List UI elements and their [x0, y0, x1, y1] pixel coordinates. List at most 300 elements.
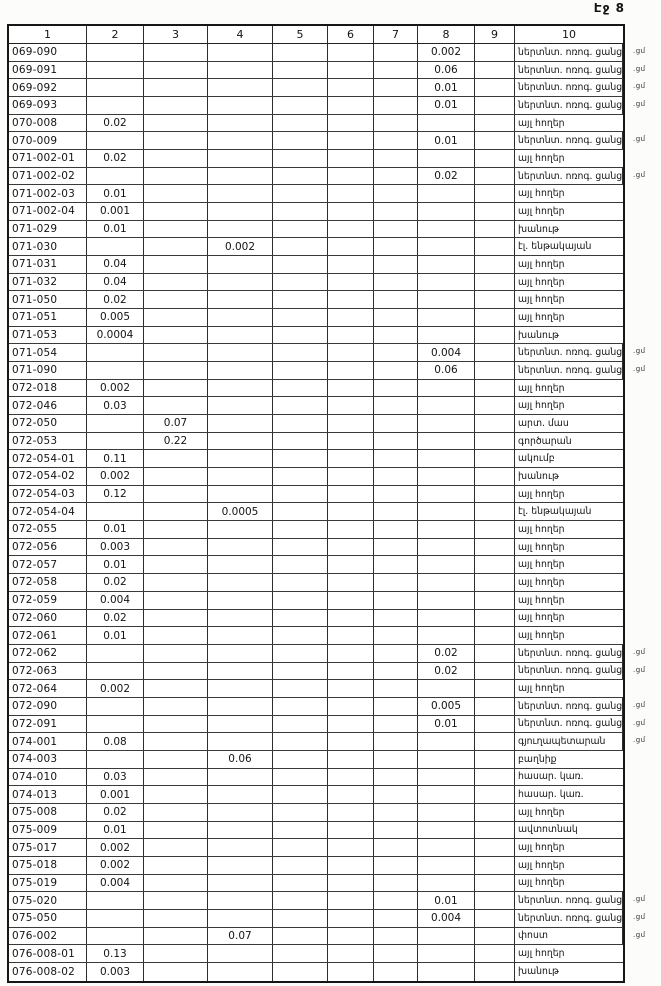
cell-col9-value: [475, 97, 515, 114]
cell-col5-value: [273, 380, 328, 397]
cell-col6-value: [328, 450, 374, 467]
cell-col7-value: [374, 97, 418, 114]
cell-col6-value: [328, 503, 374, 520]
cell-col9-value: [475, 680, 515, 697]
cell-col3-value: [144, 62, 208, 79]
cell-col2-value: 0.08: [87, 733, 144, 750]
cell-col7-value: [374, 203, 418, 220]
page-number: Էջ 8: [593, 1, 625, 15]
cell-land-use: էլ. ենթակայան: [518, 241, 592, 253]
cell-parcel-code: 072-018: [9, 380, 87, 397]
cell-land-use: ներտնտ. ոռոգ. ցանց: [515, 645, 623, 662]
cell-col2-value: [87, 132, 144, 149]
cell-col3-value: [144, 804, 208, 821]
cell-parcel-code: 075-018: [9, 857, 87, 874]
cell-col6-value: [328, 203, 374, 220]
cell-col5-value: [273, 503, 328, 520]
cell-col4-value: [208, 433, 273, 450]
cell-col5-value: [273, 751, 328, 768]
cell-col9-value: [475, 221, 515, 238]
table-row: [9, 309, 623, 327]
cell-col4-value: 0.07: [208, 928, 273, 945]
cell-col8-value: 0.01: [418, 132, 475, 149]
cell-col2-value: 0.03: [87, 397, 144, 414]
land-parcel-table: [7, 24, 646, 983]
cell-col6-value: [328, 680, 374, 697]
cell-col6-value: [328, 132, 374, 149]
cell-col8-value: [418, 521, 475, 538]
cell-parcel-code: 069-093: [9, 97, 87, 114]
cell-col9-value: [475, 344, 515, 361]
cell-col2-value: [87, 892, 144, 909]
cell-col7-value: [374, 238, 418, 255]
table-row: [9, 733, 646, 751]
cell-col5-value: [273, 79, 328, 96]
cell-col6-value: [328, 786, 374, 803]
cell-col5-value: [273, 468, 328, 485]
cell-col6-value: [328, 274, 374, 291]
cell-col2-value: 0.01: [87, 822, 144, 839]
table-body: [9, 44, 646, 981]
cell-col6-value: [328, 892, 374, 909]
cell-col7-value: [374, 733, 418, 750]
cell-col2-value: 0.02: [87, 291, 144, 308]
cell-land-use: ներտնտ. ոռոգ. ցանց: [515, 716, 623, 733]
cell-col4-value: [208, 115, 273, 132]
table-row: [9, 221, 623, 239]
cell-col5-value: [273, 910, 328, 927]
cell-col8-value: 0.06: [418, 362, 475, 379]
cell-land-use: այլ հողեր: [518, 152, 565, 164]
cell-land-use: ներտնտ. ոռոգ. ցանց: [515, 132, 623, 149]
cell-col2-value: [87, 503, 144, 520]
cell-col8-value: [418, 839, 475, 856]
cell-col3-value: [144, 168, 208, 185]
cell-parcel-code: 075-008: [9, 804, 87, 821]
cell-col3-value: [144, 963, 208, 981]
cell-col7-value: [374, 945, 418, 962]
cell-col4-value: [208, 362, 273, 379]
cell-col8-value: [418, 680, 475, 697]
table-row: [9, 574, 623, 592]
cell-parcel-code: 072-054-02: [9, 468, 87, 485]
cell-col2-value: 0.01: [87, 221, 144, 238]
cell-land-use: այլ հողեր: [518, 382, 565, 394]
cell-col6-value: [328, 309, 374, 326]
cell-parcel-code: 076-002: [9, 928, 87, 945]
cell-col2-value: 0.002: [87, 380, 144, 397]
cell-col6-value: [328, 433, 374, 450]
cell-col2-value: 0.002: [87, 839, 144, 856]
cell-col9-value: [475, 62, 515, 79]
margin-annotation: .ցմ: [633, 365, 646, 374]
cell-land-use: բաղնիք: [518, 753, 557, 765]
cell-col8-value: [418, 503, 475, 520]
cell-col3-value: [144, 521, 208, 538]
cell-col3-value: [144, 663, 208, 680]
cell-col3-value: [144, 327, 208, 344]
cell-col2-value: [87, 928, 144, 945]
cell-col3-value: 0.22: [144, 433, 208, 450]
cell-col2-value: [87, 238, 144, 255]
cell-col6-value: [328, 256, 374, 273]
cell-col2-value: [87, 362, 144, 379]
cell-col4-value: [208, 627, 273, 644]
cell-land-use: խանութ: [518, 966, 559, 978]
cell-col3-value: [144, 822, 208, 839]
cell-col5-value: [273, 521, 328, 538]
cell-land-use: այլ հողեր: [518, 842, 565, 854]
cell-col4-value: [208, 645, 273, 662]
cell-col3-value: 0.07: [144, 415, 208, 432]
cell-col7-value: [374, 221, 418, 238]
cell-col4-value: [208, 397, 273, 414]
cell-col7-value: [374, 716, 418, 733]
cell-land-use: խանութ: [518, 470, 559, 482]
cell-col9-value: [475, 256, 515, 273]
table-row: [9, 256, 623, 274]
table-row: [9, 486, 623, 504]
cell-col4-value: 0.0005: [208, 503, 273, 520]
cell-parcel-code: 074-003: [9, 751, 87, 768]
margin-annotation: .ցմ: [633, 47, 646, 55]
cell-col8-value: [418, 415, 475, 432]
cell-col7-value: [374, 680, 418, 697]
cell-parcel-code: 072-090: [9, 698, 87, 715]
cell-col2-value: 0.003: [87, 539, 144, 556]
table-row: [9, 132, 646, 150]
table-row: [9, 380, 623, 398]
cell-col2-value: 0.02: [87, 574, 144, 591]
cell-col3-value: [144, 256, 208, 273]
cell-col2-value: [87, 663, 144, 680]
cell-col6-value: [328, 556, 374, 573]
cell-col4-value: [208, 380, 273, 397]
cell-col9-value: [475, 168, 515, 185]
cell-col9-value: [475, 963, 515, 981]
margin-annotation: .ցմ: [633, 895, 646, 904]
cell-col7-value: [374, 804, 418, 821]
table-row: [9, 839, 623, 857]
cell-col7-value: [374, 397, 418, 414]
cell-col6-value: [328, 380, 374, 397]
header-cell: 8: [418, 26, 475, 43]
cell-col5-value: [273, 150, 328, 167]
cell-col8-value: [418, 556, 475, 573]
cell-col3-value: [144, 97, 208, 114]
cell-col9-value: [475, 185, 515, 202]
cell-parcel-code: 071-002-03: [9, 185, 87, 202]
cell-col5-value: [273, 433, 328, 450]
cell-col3-value: [144, 627, 208, 644]
cell-col7-value: [374, 928, 418, 945]
table-row: [9, 79, 646, 97]
cell-col8-value: 0.02: [418, 663, 475, 680]
cell-col6-value: [328, 539, 374, 556]
cell-col8-value: [418, 115, 475, 132]
table-row: [9, 468, 623, 486]
header-cell: 6: [328, 26, 374, 43]
cell-col2-value: 0.001: [87, 786, 144, 803]
cell-land-use: այլ հողեր: [518, 117, 565, 129]
cell-col4-value: [208, 733, 273, 750]
cell-col7-value: [374, 62, 418, 79]
cell-col7-value: [374, 344, 418, 361]
cell-col4-value: [208, 839, 273, 856]
cell-col3-value: [144, 733, 208, 750]
cell-parcel-code: 075-019: [9, 875, 87, 892]
cell-col9-value: [475, 786, 515, 803]
cell-col9-value: [475, 397, 515, 414]
cell-col5-value: [273, 963, 328, 981]
cell-col8-value: 0.02: [418, 168, 475, 185]
cell-land-use: ներտնտ. ոռոգ. ցանց: [515, 79, 623, 96]
cell-col8-value: [418, 256, 475, 273]
table-row: [9, 716, 646, 734]
cell-col3-value: [144, 503, 208, 520]
margin-annotation: .ցմ: [633, 100, 646, 109]
cell-col4-value: [208, 450, 273, 467]
cell-col7-value: [374, 150, 418, 167]
cell-col4-value: [208, 415, 273, 432]
cell-parcel-code: 076-008-02: [9, 963, 87, 981]
cell-col8-value: [418, 238, 475, 255]
table-row: [9, 150, 623, 168]
cell-col5-value: [273, 627, 328, 644]
cell-col7-value: [374, 610, 418, 627]
cell-col7-value: [374, 698, 418, 715]
cell-land-use: ներտնտ. ոռոգ. ցանց: [515, 62, 623, 79]
cell-col4-value: [208, 945, 273, 962]
cell-col2-value: 0.002: [87, 468, 144, 485]
cell-col9-value: [475, 928, 515, 945]
cell-parcel-code: 069-091: [9, 62, 87, 79]
cell-parcel-code: 072-063: [9, 663, 87, 680]
cell-col8-value: [418, 592, 475, 609]
cell-col8-value: [418, 963, 475, 981]
cell-land-use: հասար. կառ.: [518, 771, 584, 783]
cell-land-use: այլ հողեր: [518, 559, 565, 571]
cell-parcel-code: 070-008: [9, 115, 87, 132]
margin-annotation: .ցմ: [633, 64, 646, 73]
cell-col7-value: [374, 450, 418, 467]
cell-col4-value: [208, 539, 273, 556]
cell-col9-value: [475, 892, 515, 909]
table-header-row: [9, 26, 623, 44]
header-cell: 1: [9, 26, 87, 43]
cell-col3-value: [144, 115, 208, 132]
cell-col9-value: [475, 822, 515, 839]
cell-col9-value: [475, 839, 515, 856]
cell-col9-value: [475, 627, 515, 644]
cell-col9-value: [475, 733, 515, 750]
table-row: [9, 62, 646, 80]
cell-col8-value: [418, 380, 475, 397]
cell-col9-value: [475, 468, 515, 485]
cell-col5-value: [273, 733, 328, 750]
cell-col4-value: [208, 132, 273, 149]
cell-land-use: գյուղապետարան: [515, 733, 623, 750]
cell-col4-value: [208, 256, 273, 273]
table-row: [9, 274, 623, 292]
cell-col8-value: 0.02: [418, 645, 475, 662]
cell-col4-value: [208, 892, 273, 909]
cell-col8-value: [418, 945, 475, 962]
margin-annotation: .ցմ: [633, 912, 646, 921]
cell-col9-value: [475, 79, 515, 96]
cell-col4-value: [208, 804, 273, 821]
cell-col8-value: 0.005: [418, 698, 475, 715]
cell-col8-value: [418, 203, 475, 220]
cell-col9-value: [475, 503, 515, 520]
cell-col7-value: [374, 574, 418, 591]
cell-col8-value: [418, 875, 475, 892]
cell-parcel-code: 069-092: [9, 79, 87, 96]
cell-col9-value: [475, 645, 515, 662]
cell-col7-value: [374, 362, 418, 379]
cell-col7-value: [374, 663, 418, 680]
cell-col3-value: [144, 892, 208, 909]
cell-land-use: այլ հողեր: [518, 523, 565, 535]
cell-col8-value: [418, 751, 475, 768]
cell-col9-value: [475, 44, 515, 61]
cell-col8-value: 0.06: [418, 62, 475, 79]
cell-col7-value: [374, 433, 418, 450]
cell-col5-value: [273, 291, 328, 308]
cell-col7-value: [374, 521, 418, 538]
cell-col6-value: [328, 945, 374, 962]
header-cell: 7: [374, 26, 418, 43]
cell-col6-value: [328, 362, 374, 379]
cell-col7-value: [374, 822, 418, 839]
cell-parcel-code: 072-050: [9, 415, 87, 432]
cell-col2-value: [87, 62, 144, 79]
cell-col6-value: [328, 698, 374, 715]
cell-col7-value: [374, 415, 418, 432]
header-cell: 3: [144, 26, 208, 43]
cell-col5-value: [273, 645, 328, 662]
cell-col3-value: [144, 221, 208, 238]
cell-col8-value: [418, 274, 475, 291]
cell-parcel-code: 075-020: [9, 892, 87, 909]
cell-col3-value: [144, 539, 208, 556]
table-row: [9, 769, 623, 787]
cell-col5-value: [273, 221, 328, 238]
table-row: [9, 115, 623, 133]
cell-col5-value: [273, 274, 328, 291]
cell-parcel-code: 072-059: [9, 592, 87, 609]
cell-col3-value: [144, 945, 208, 962]
cell-parcel-code: 072-060: [9, 610, 87, 627]
header-cell: 10: [562, 28, 576, 41]
cell-parcel-code: 071-051: [9, 309, 87, 326]
cell-col6-value: [328, 327, 374, 344]
table-row: [9, 645, 646, 663]
cell-col4-value: [208, 44, 273, 61]
cell-land-use: ներտնտ. ոռոգ. ցանց: [515, 698, 623, 715]
cell-col6-value: [328, 627, 374, 644]
table-row: [9, 627, 623, 645]
cell-col8-value: [418, 822, 475, 839]
cell-col5-value: [273, 115, 328, 132]
cell-col2-value: 0.02: [87, 150, 144, 167]
table-row: [9, 751, 623, 769]
cell-land-use: ներտնտ. ոռոգ. ցանց: [515, 97, 623, 114]
cell-col6-value: [328, 592, 374, 609]
cell-land-use: այլ հողեր: [518, 859, 565, 871]
cell-land-use: այլ հողեր: [518, 630, 565, 641]
cell-col2-value: [87, 415, 144, 432]
cell-col5-value: [273, 238, 328, 255]
cell-col2-value: 0.13: [87, 945, 144, 962]
cell-parcel-code: 071-053: [9, 327, 87, 344]
cell-col8-value: [418, 150, 475, 167]
margin-annotation: .ցմ: [633, 718, 646, 727]
cell-parcel-code: 071-031: [9, 256, 87, 273]
cell-col8-value: [418, 433, 475, 450]
cell-land-use: ներտնտ. ոռոգ. ցանց: [515, 168, 623, 185]
cell-col3-value: [144, 486, 208, 503]
cell-parcel-code: 072-091: [9, 716, 87, 733]
cell-col6-value: [328, 62, 374, 79]
cell-col7-value: [374, 274, 418, 291]
cell-parcel-code: 071-050: [9, 291, 87, 308]
cell-col4-value: [208, 556, 273, 573]
table-row: [9, 415, 623, 433]
cell-col8-value: [418, 397, 475, 414]
cell-land-use: գործարան: [518, 435, 572, 447]
cell-col8-value: [418, 468, 475, 485]
table-row: [9, 857, 623, 875]
cell-col5-value: [273, 574, 328, 591]
cell-parcel-code: 072-046: [9, 397, 87, 414]
table-row: [9, 97, 646, 115]
cell-col3-value: [144, 468, 208, 485]
cell-col5-value: [273, 804, 328, 821]
table-row: [9, 592, 623, 610]
cell-col6-value: [328, 733, 374, 750]
cell-col2-value: 0.02: [87, 115, 144, 132]
cell-col3-value: [144, 839, 208, 856]
table-row: [9, 397, 623, 415]
cell-col6-value: [328, 574, 374, 591]
header-cell: 9: [475, 26, 515, 43]
cell-parcel-code: 074-013: [9, 786, 87, 803]
cell-land-use: այլ հողեր: [518, 488, 565, 500]
table-row: [9, 203, 623, 221]
cell-col2-value: [87, 433, 144, 450]
cell-land-use: այլ հողեր: [518, 188, 565, 200]
cell-col3-value: [144, 450, 208, 467]
cell-col8-value: [418, 769, 475, 786]
cell-col5-value: [273, 203, 328, 220]
margin-annotation: .ցմ: [633, 700, 646, 709]
cell-col3-value: [144, 910, 208, 927]
cell-col5-value: [273, 680, 328, 697]
cell-col3-value: [144, 680, 208, 697]
cell-col2-value: [87, 910, 144, 927]
cell-col8-value: [418, 221, 475, 238]
cell-parcel-code: 071-090: [9, 362, 87, 379]
cell-col4-value: 0.06: [208, 751, 273, 768]
table-row: [9, 875, 623, 893]
cell-col4-value: [208, 592, 273, 609]
cell-col2-value: 0.01: [87, 185, 144, 202]
table-row: [9, 945, 623, 963]
table-row: [9, 928, 646, 946]
cell-col4-value: [208, 203, 273, 220]
cell-col5-value: [273, 945, 328, 962]
